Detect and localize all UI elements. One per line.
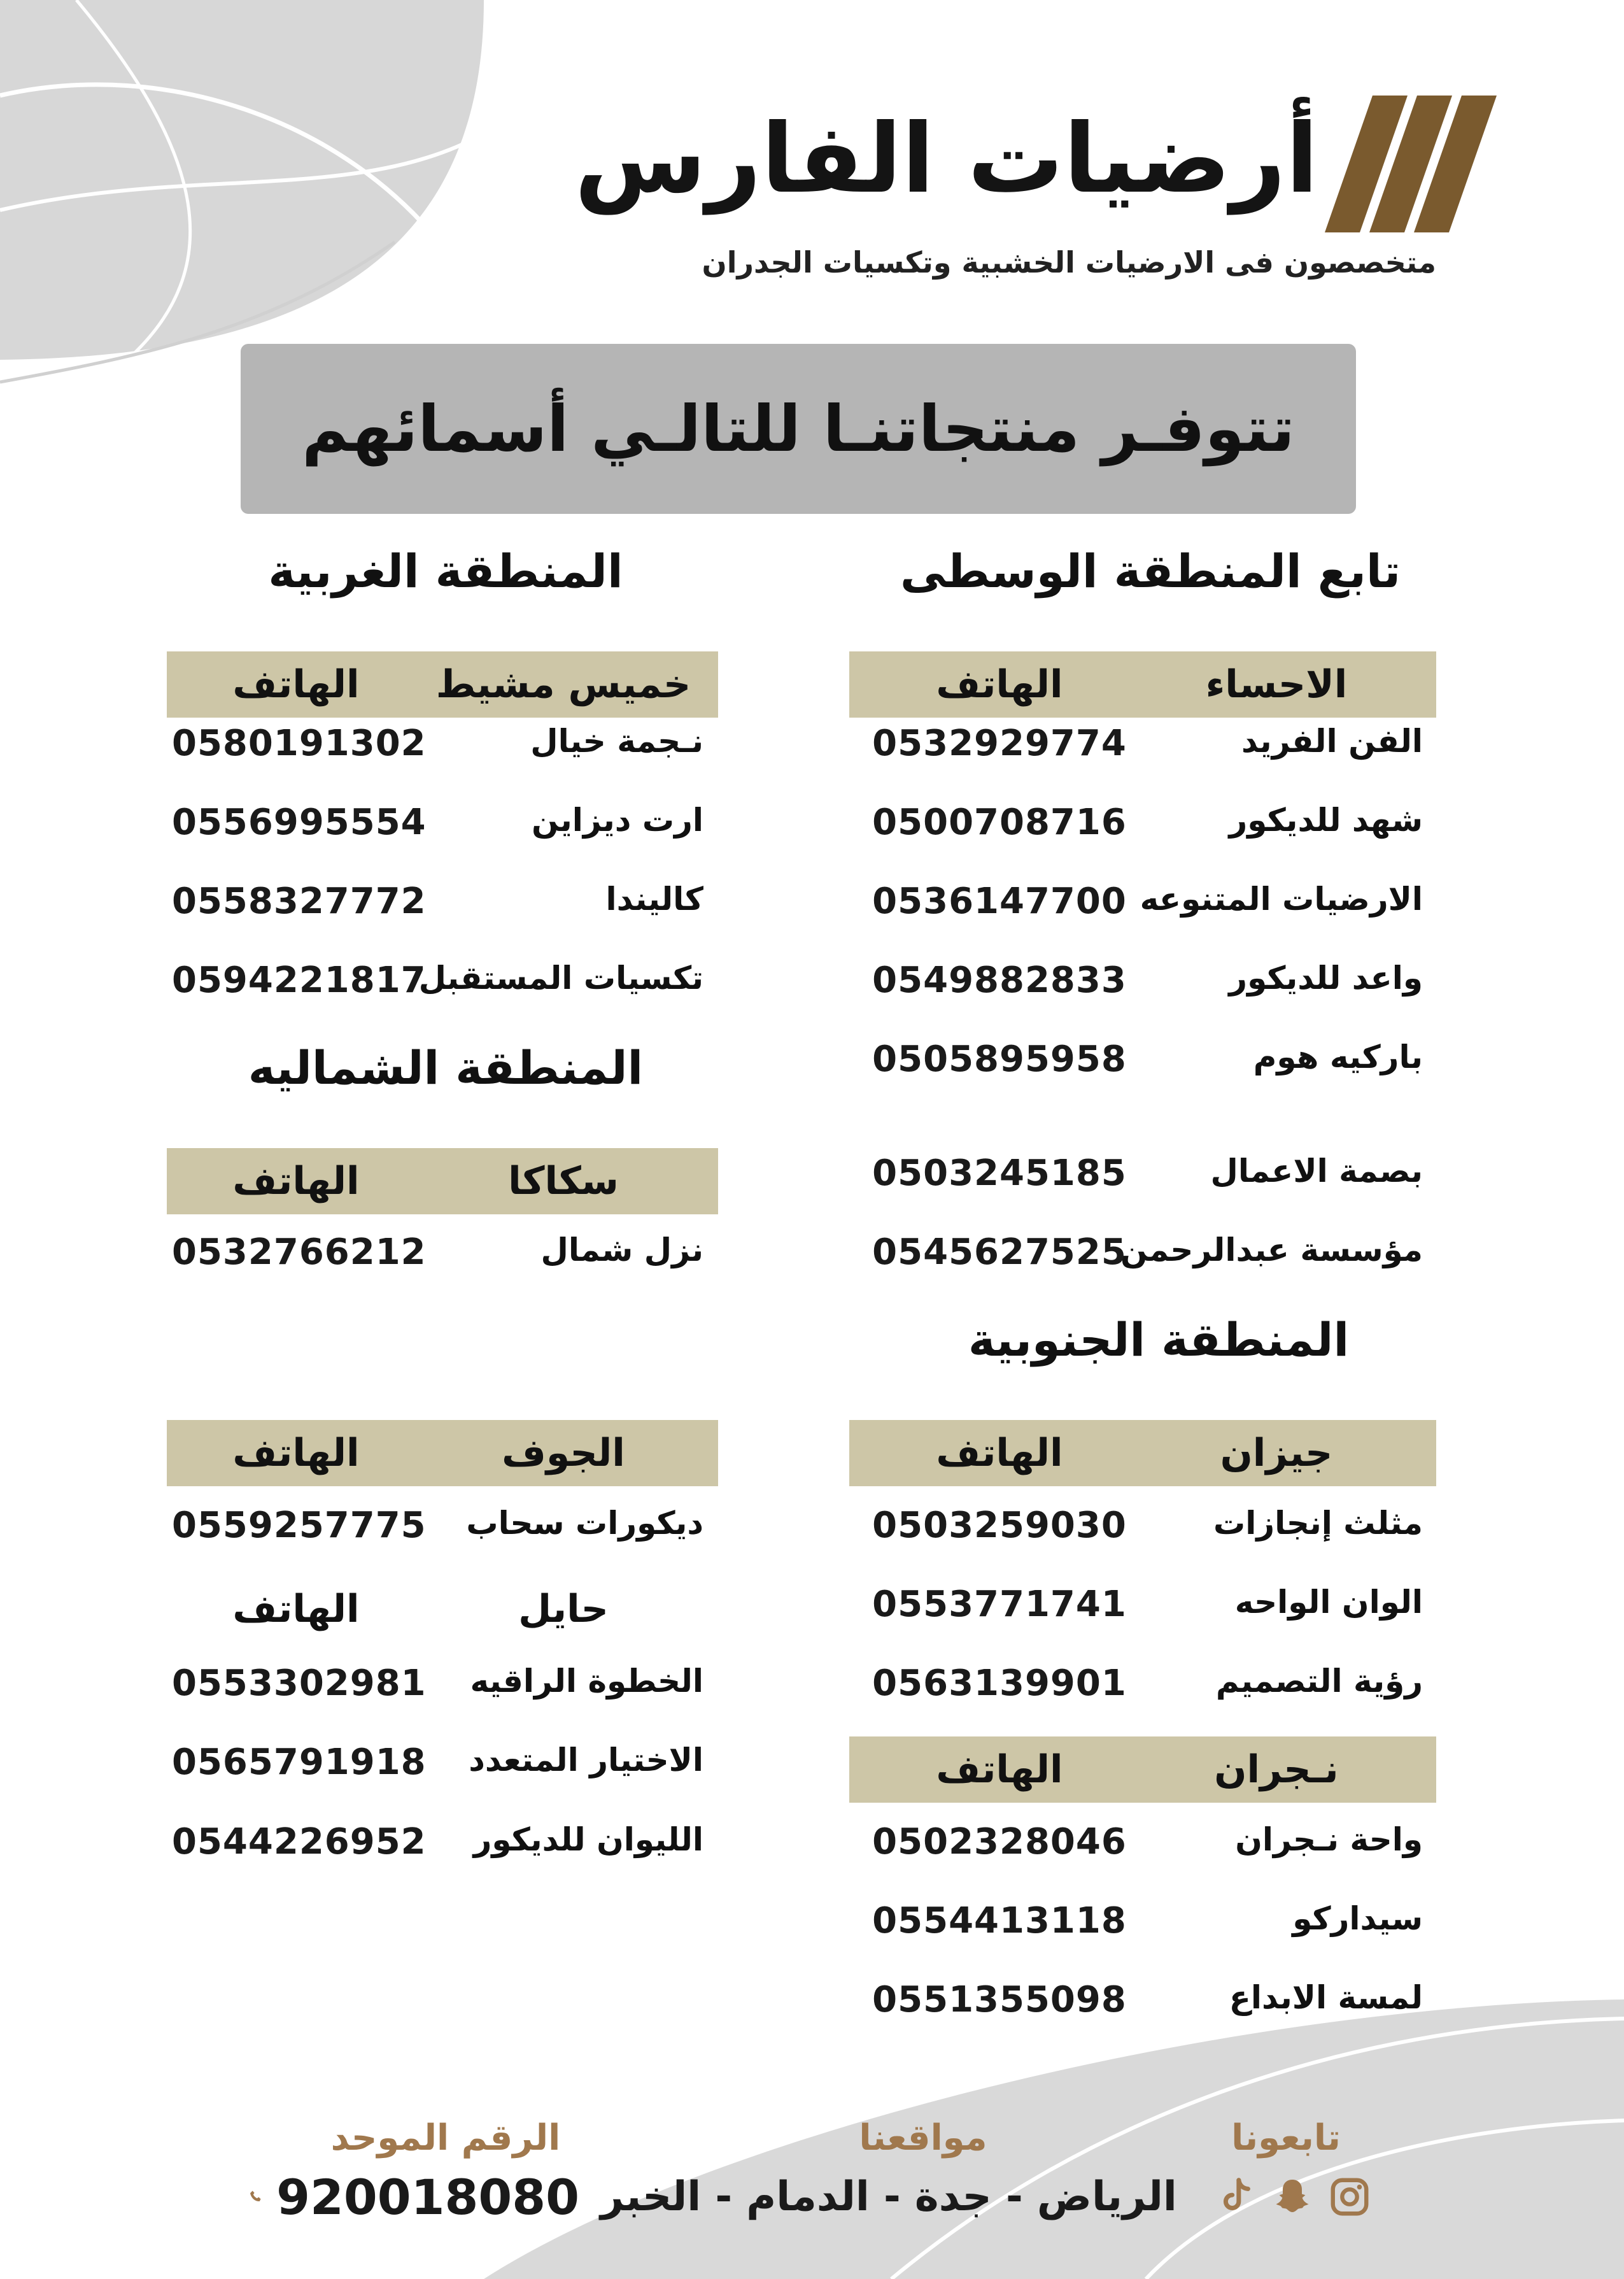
phone-header-khamis: الهاتف xyxy=(232,662,360,707)
city-khamis: خميس مشيط xyxy=(435,662,691,707)
phone-icon xyxy=(248,2176,264,2218)
list-item-name: باركيه هوم xyxy=(1253,1039,1423,1076)
snapchat-icon[interactable] xyxy=(1269,2174,1315,2220)
list-item-phone[interactable]: 0532766212 xyxy=(172,1232,427,1273)
list-item-name: واعد للديكور xyxy=(1229,960,1423,997)
list-item-phone[interactable]: 0551355098 xyxy=(872,1979,1127,2020)
list-item-name: مثلث إنجازات xyxy=(1213,1505,1423,1542)
banner-title: تتوفـر منتجاتنـا للتالـي أسمائهم xyxy=(302,392,1295,466)
region-title-southern: المنطقة الجنوبية xyxy=(968,1313,1350,1367)
locations-list: الرياض - جدة - الدمام - الخبر xyxy=(600,2173,1177,2220)
list-item-phone[interactable]: 0558327772 xyxy=(172,881,427,922)
list-item-name: نزل شمال xyxy=(540,1232,703,1268)
brand-name: أرضيات الفارس xyxy=(574,104,1318,215)
city-hail: حايل xyxy=(518,1587,609,1631)
list-item-phone[interactable]: 0503245185 xyxy=(872,1153,1127,1194)
brand-tagline: متخصصون فى الارضيات الخشبية وتكسيات الجدران xyxy=(702,245,1436,280)
list-item-name: ارت ديزاين xyxy=(531,802,703,839)
list-item-phone[interactable]: 0553302981 xyxy=(172,1663,427,1704)
list-item-name: بصمة الاعمال xyxy=(1210,1153,1423,1189)
list-item-name: الارضيات المتنوعه xyxy=(1140,881,1423,918)
list-item-name: مؤسسة عبدالرحمن xyxy=(1120,1232,1423,1268)
phone-header-jazan: الهاتف xyxy=(936,1431,1063,1475)
list-item-name: كاليندا xyxy=(605,881,703,918)
phone-header-najran: الهاتف xyxy=(936,1747,1063,1792)
city-sakaka: سكاكا xyxy=(508,1159,619,1203)
list-item-phone[interactable]: 0563139901 xyxy=(872,1663,1127,1704)
list-item-phone[interactable]: 0565791918 xyxy=(172,1742,427,1783)
list-item-phone[interactable]: 0594221817 xyxy=(172,960,427,1001)
unified-number[interactable]: 920018080 xyxy=(276,2168,579,2226)
city-najran: نـجران xyxy=(1214,1747,1339,1792)
social-icons xyxy=(1213,2168,1372,2226)
city-jouf: الجوف xyxy=(502,1431,625,1475)
phone-header-jouf: الهاتف xyxy=(232,1431,360,1475)
locations-label: مواقعنا xyxy=(859,2117,987,2159)
list-item-name: تكسيات المستقبل xyxy=(418,960,703,997)
list-item-phone[interactable]: 0503259030 xyxy=(872,1505,1127,1546)
list-item-phone[interactable]: 0559257775 xyxy=(172,1505,427,1546)
instagram-icon[interactable] xyxy=(1327,2175,1372,2219)
list-item-name: الخطوة الراقيه xyxy=(470,1663,703,1700)
list-item-phone[interactable]: 0536147700 xyxy=(872,881,1127,922)
list-item-phone[interactable]: 0580191302 xyxy=(172,723,427,764)
city-ahsa: الاحساء xyxy=(1205,662,1348,707)
region-title-central: تابع المنطقة الوسطى xyxy=(900,544,1401,598)
region-title-northern: المنطقة الشماليه xyxy=(248,1041,644,1095)
list-item-name: شهد للديكور xyxy=(1229,802,1423,839)
list-item-name: ديكورات سحاب xyxy=(466,1505,703,1542)
list-item-name: الاختيار المتعدد xyxy=(469,1742,703,1778)
list-item-name: الليوان للديكور xyxy=(473,1821,703,1858)
unified-number-row xyxy=(248,2164,579,2230)
list-item-phone[interactable]: 0556995554 xyxy=(172,802,427,843)
list-item-name: رؤية التصميم xyxy=(1215,1663,1423,1700)
list-item-phone[interactable]: 0545627525 xyxy=(872,1232,1127,1273)
list-item-phone[interactable]: 0549882833 xyxy=(872,960,1127,1001)
list-item-name: نـجمة خيال xyxy=(530,723,703,760)
list-item-name: سيداركو xyxy=(1292,1900,1423,1937)
locations-row xyxy=(592,2165,1177,2229)
unified-number-label: الرقم الموحد xyxy=(330,2117,561,2159)
title-banner xyxy=(241,344,1356,514)
phone-header-hail: الهاتف xyxy=(232,1587,360,1631)
city-jazan: جيزان xyxy=(1220,1431,1333,1475)
list-item-phone[interactable]: 0553771741 xyxy=(872,1584,1127,1625)
tiktok-icon[interactable] xyxy=(1213,2175,1257,2219)
list-item-name: الوان الواحه xyxy=(1234,1584,1423,1621)
phone-header-ahsa: الهاتف xyxy=(936,662,1063,707)
list-item-phone[interactable]: 0554413118 xyxy=(872,1900,1127,1942)
list-item-phone[interactable]: 0502328046 xyxy=(872,1821,1127,1863)
brand-logo-icon xyxy=(1325,96,1497,232)
list-item-name: الفن الفريد xyxy=(1241,723,1423,760)
list-item-phone[interactable]: 0500708716 xyxy=(872,802,1127,843)
list-item-phone[interactable]: 0532929774 xyxy=(872,723,1127,764)
follow-us-label: تابعونا xyxy=(1231,2117,1341,2159)
phone-header-sakaka: الهاتف xyxy=(232,1159,360,1203)
list-item-phone[interactable]: 0505895958 xyxy=(872,1039,1127,1080)
region-title-western: المنطقة الغربية xyxy=(268,544,623,598)
list-item-name: لمسة الابداع xyxy=(1229,1979,1423,2016)
list-item-phone[interactable]: 0544226952 xyxy=(172,1821,427,1863)
list-item-name: واحة نـجران xyxy=(1235,1821,1423,1858)
